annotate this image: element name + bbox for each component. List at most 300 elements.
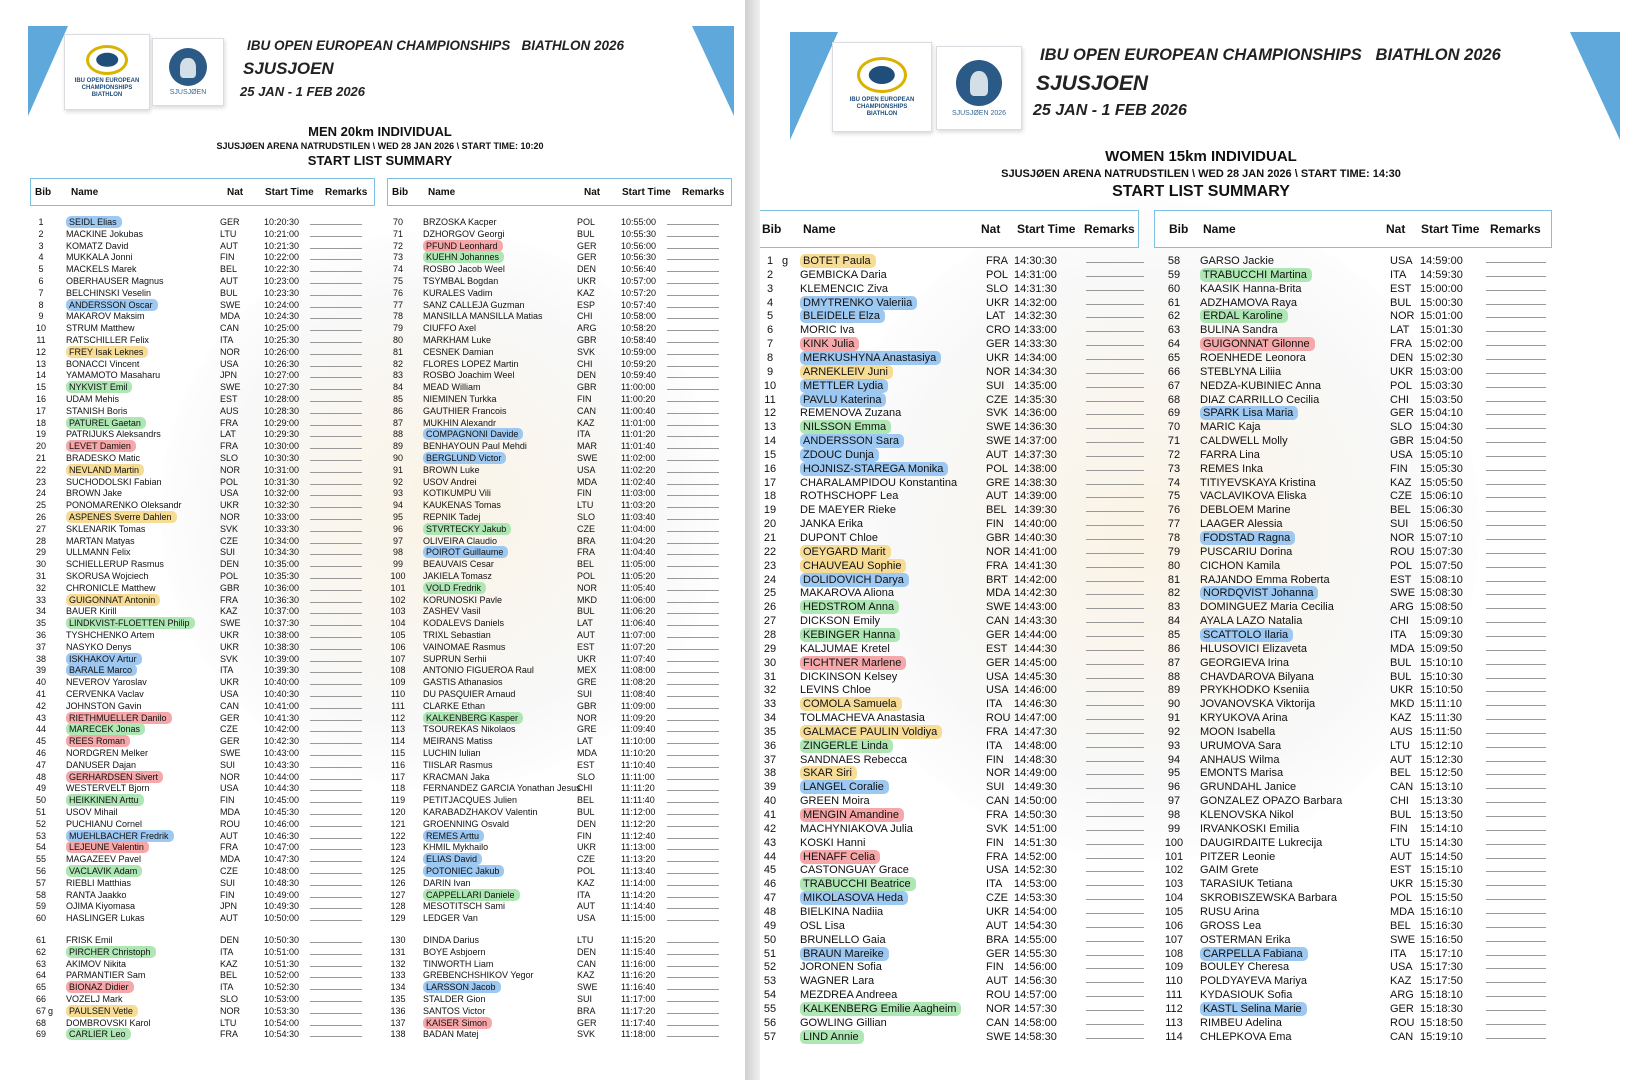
- nation: AUT: [220, 830, 238, 841]
- start-time: 11:17:00: [621, 994, 656, 1004]
- remarks-line: [310, 476, 362, 485]
- athlete-row: [30, 688, 375, 700]
- nation: GER: [986, 338, 1010, 351]
- nation: SUI: [220, 877, 236, 888]
- athlete-row: [760, 642, 1139, 656]
- athlete-name: FICHTNER Marlene: [800, 656, 906, 670]
- start-time: 11:04:00: [621, 523, 656, 534]
- athlete-row: [760, 919, 1139, 933]
- athlete-name: BRZOSKA Kacper: [423, 217, 497, 227]
- remarks-line: [1086, 836, 1144, 845]
- athlete-row: [387, 393, 732, 405]
- remarks-line: [310, 771, 362, 780]
- nation: NOR: [986, 1002, 1011, 1015]
- nation: USA: [986, 864, 1009, 877]
- bib: 54: [763, 989, 777, 1002]
- athlete-name: RANTA Jaakko: [66, 889, 127, 900]
- athlete-row: [1154, 628, 1552, 642]
- bib: 2: [38, 228, 44, 239]
- remarks-line: [1486, 254, 1546, 263]
- start-time: 10:41:00: [264, 700, 300, 711]
- start-time: 11:11:40: [621, 795, 655, 806]
- nation: ITA: [577, 889, 591, 900]
- remarks-line: [1486, 600, 1546, 609]
- remarks-line: [1486, 489, 1546, 498]
- start-time: 11:14:40: [621, 901, 656, 912]
- athlete-row: [760, 1002, 1139, 1016]
- start-time: 15:08:30: [1420, 587, 1463, 600]
- athlete-name: PFUND Leonhard: [423, 240, 503, 252]
- athlete-row: [30, 794, 375, 806]
- start-time: 10:21:00: [264, 228, 300, 239]
- start-time: 10:30:00: [264, 441, 300, 452]
- start-time: 10:39:00: [264, 653, 300, 664]
- athlete-row: [387, 877, 732, 889]
- remarks-line: [310, 912, 362, 921]
- athlete-name: JOVANOVSKA Viktorija: [1200, 698, 1316, 711]
- nation: BEL: [577, 559, 595, 570]
- nation: DEN: [1390, 351, 1414, 364]
- athlete-name: CAPPELLARI Daniele: [423, 889, 520, 901]
- athlete-name: GOWLING Gillian: [800, 1016, 887, 1029]
- nation: POL: [1390, 892, 1413, 905]
- start-time: 11:16:00: [621, 958, 656, 969]
- bib: 14: [35, 370, 46, 381]
- bib: 59: [35, 901, 46, 912]
- remarks-line: [1486, 282, 1546, 291]
- athlete-name: BARALE Marco: [66, 664, 137, 676]
- bib: 103: [390, 606, 406, 617]
- bib: 11: [36, 335, 46, 345]
- start-time: 15:04:10: [1420, 407, 1463, 420]
- bib: 45: [763, 864, 777, 877]
- nation: AUT: [986, 919, 1008, 932]
- athlete-name: LIND Annie: [800, 1030, 864, 1044]
- start-time: 10:33:00: [264, 512, 300, 522]
- remarks-line: [310, 1028, 362, 1037]
- remarks-line: [1086, 517, 1144, 526]
- athlete-name: DU PASQUIER Arnaud: [423, 689, 516, 699]
- athlete-name: SANDNAES Rebecca: [800, 753, 907, 766]
- bib: 56: [763, 1016, 777, 1029]
- nation: GER: [986, 656, 1010, 669]
- nation: CZE: [220, 724, 238, 735]
- start-time: 10:59:00: [621, 346, 657, 357]
- athlete-row: [1154, 282, 1552, 296]
- athlete-name: RIEBLI Matthias: [66, 877, 132, 888]
- start-time: 15:09:10: [1420, 615, 1463, 628]
- bib: 31: [763, 670, 777, 683]
- remarks-line: [1486, 268, 1546, 277]
- remarks-line: [310, 946, 362, 955]
- start-time: 15:10:30: [1420, 670, 1463, 683]
- col-bib: Bib: [392, 186, 409, 198]
- athlete-row: [760, 794, 1139, 808]
- summary-title: START LIST SUMMARY: [1112, 183, 1290, 200]
- athlete-row: [760, 877, 1139, 891]
- bib: 9: [766, 365, 774, 378]
- remarks-line: [667, 676, 719, 685]
- remarks-line: [1086, 351, 1144, 360]
- bib: 43: [35, 712, 46, 723]
- athlete-row: [760, 614, 1139, 628]
- remarks-line: [667, 476, 719, 485]
- bib: 23: [35, 476, 46, 487]
- remarks-line: [1086, 891, 1144, 900]
- bib: 17: [763, 476, 777, 489]
- bib: 53: [35, 830, 46, 841]
- bib: 12: [35, 346, 46, 357]
- nation: GER: [220, 736, 240, 747]
- athlete-row: [760, 420, 1139, 434]
- athlete-name: PATRIJUKS Aleksandrs: [66, 429, 161, 440]
- athlete-name: KARABADZHAKOV Valentin: [423, 807, 538, 817]
- remarks-line: [667, 558, 719, 567]
- athlete-row: [760, 282, 1139, 296]
- nation: GER: [986, 628, 1010, 641]
- bib: 72: [392, 240, 403, 251]
- bib: 21: [763, 532, 777, 544]
- remarks-line: [310, 570, 362, 579]
- athlete-row: [30, 594, 375, 606]
- athlete-row: [760, 365, 1139, 379]
- nation: ROU: [986, 712, 1011, 725]
- athlete-name: BULINA Sandra: [1200, 324, 1278, 337]
- remarks-line: [310, 417, 362, 426]
- athlete-name: BRADESKO Matic: [66, 453, 141, 463]
- start-time: 15:15:10: [1420, 864, 1463, 877]
- bib: 87: [392, 417, 403, 428]
- athlete-row: [1154, 642, 1552, 656]
- athlete-row: [30, 417, 375, 429]
- men-start-list-page: [0, 0, 745, 1080]
- remarks-line: [1086, 379, 1144, 388]
- start-time: 15:07:10: [1420, 532, 1463, 544]
- nation: ITA: [986, 878, 1003, 891]
- athlete-name: GROENNING Osvald: [423, 818, 510, 829]
- start-time: 15:05:30: [1420, 462, 1463, 475]
- athlete-name: BIONAZ Didier: [66, 981, 134, 993]
- nation: FRA: [220, 594, 238, 605]
- col-bib: Bib: [762, 222, 782, 236]
- athlete-name: KALKENBERG Emilie Aagheim: [800, 1002, 961, 1016]
- bib: 109: [390, 677, 406, 688]
- athlete-name: BRAUN Mareike: [800, 947, 889, 961]
- nation: AUT: [220, 240, 238, 251]
- bib: 119: [390, 795, 406, 806]
- start-time: 10:29:00: [264, 417, 300, 428]
- athlete-row: [30, 487, 375, 499]
- start-list-left: [30, 216, 375, 1076]
- start-time: 14:48:30: [1014, 753, 1057, 766]
- athlete-row: [387, 629, 732, 641]
- start-time: 14:56:30: [1014, 975, 1057, 988]
- start-time: 14:46:00: [1014, 684, 1057, 697]
- bib: 107: [1164, 933, 1184, 946]
- athlete-name: DANUSER Dajan: [66, 759, 137, 770]
- start-time: 15:05:50: [1420, 476, 1463, 489]
- nation: DEN: [577, 370, 597, 381]
- athlete-row: [387, 605, 732, 617]
- nation: BEL: [220, 970, 238, 981]
- nation: GER: [986, 947, 1010, 960]
- nation: ITA: [1390, 268, 1407, 281]
- bib: 27: [763, 615, 777, 628]
- bib: 99: [1167, 822, 1181, 835]
- nation: GBR: [1390, 435, 1414, 448]
- remarks-line: [310, 464, 362, 473]
- athlete-row: [30, 275, 375, 287]
- athlete-name: BAUER Kirill: [66, 606, 117, 617]
- athlete-row: [30, 605, 375, 617]
- athlete-name: RUSU Arina: [1200, 905, 1260, 918]
- remarks-line: [310, 228, 362, 237]
- athlete-row: [1154, 365, 1552, 379]
- remarks-line: [667, 287, 719, 296]
- athlete-name: KAISER Simon: [423, 1017, 492, 1029]
- bib: 52: [763, 961, 777, 974]
- nation: USA: [220, 783, 239, 794]
- nation: POL: [577, 217, 596, 227]
- athlete-row: [30, 969, 375, 981]
- start-time: 10:39:30: [264, 665, 300, 676]
- nation: CZE: [220, 866, 238, 876]
- venue-title: SJUSJOEN: [1036, 72, 1149, 95]
- nation: CAN: [986, 615, 1010, 628]
- bib: 21: [35, 453, 46, 463]
- bib: 15: [763, 448, 777, 461]
- athlete-name: CARLIER Leo: [66, 1028, 131, 1040]
- start-time: 10:56:40: [621, 264, 657, 275]
- athlete-name: NYKVIST Emil: [66, 381, 132, 393]
- bib: 123: [390, 842, 406, 853]
- remarks-line: [1486, 586, 1546, 595]
- start-time: 15:14:30: [1420, 836, 1463, 849]
- start-time: 14:58:00: [1014, 1016, 1057, 1029]
- bib: 32: [35, 582, 46, 593]
- athlete-row: [387, 511, 732, 523]
- remarks-line: [667, 877, 719, 886]
- nation: SLO: [220, 453, 239, 463]
- col-start-time: Start Time: [1017, 222, 1076, 236]
- athlete-name: BOTET Paula: [800, 254, 876, 268]
- remarks-line: [310, 735, 362, 744]
- start-time: 10:35:30: [264, 571, 300, 581]
- start-time: 14:51:30: [1014, 836, 1057, 849]
- sjusjoen-logo: [152, 38, 224, 106]
- athlete-name: REES Roman: [66, 735, 130, 747]
- athlete-row: [1154, 448, 1552, 462]
- start-time: 15:08:50: [1420, 601, 1463, 614]
- start-time: 10:56:00: [621, 240, 657, 251]
- nation: FRA: [220, 842, 238, 853]
- bib: 138: [390, 1029, 406, 1040]
- athlete-name: MENGIN Amandine: [800, 808, 904, 822]
- athlete-row: [387, 912, 732, 924]
- start-time: 15:12:10: [1420, 739, 1463, 752]
- start-time: 11:12:40: [621, 830, 656, 841]
- athlete-name: FARRA Lina: [1200, 448, 1260, 461]
- athlete-name: KOTIKUMPU Vili: [423, 488, 491, 499]
- bib: 102: [1164, 864, 1184, 877]
- bib: 39: [763, 781, 777, 794]
- remarks-line: [1086, 614, 1144, 623]
- bib: 97: [392, 535, 403, 546]
- athlete-row: [1154, 822, 1552, 836]
- remarks-line: [1086, 974, 1144, 983]
- bib: 74: [1167, 476, 1181, 489]
- remarks-line: [1486, 296, 1546, 305]
- athlete-name: KODALEVS Daniels: [423, 618, 505, 629]
- start-time: 10:28:00: [264, 394, 300, 404]
- nation: MDA: [1390, 905, 1415, 918]
- bib: 60: [1167, 282, 1181, 295]
- nation: SWE: [986, 421, 1012, 434]
- athlete-row: [1154, 406, 1552, 420]
- athlete-row: [387, 853, 732, 865]
- remarks-line: [667, 900, 719, 909]
- start-time: 15:00:00: [1420, 282, 1463, 295]
- bib: 100: [390, 571, 406, 581]
- athlete-name: PUSCARIU Dorina: [1200, 545, 1293, 558]
- start-time: 15:03:00: [1420, 365, 1463, 378]
- bib: 40: [763, 795, 777, 808]
- remarks-line: [310, 889, 362, 898]
- bib: 63: [35, 958, 46, 969]
- bib: 77: [1167, 518, 1181, 531]
- bib: 27: [35, 523, 46, 534]
- athlete-row: [760, 517, 1139, 531]
- athlete-row: [387, 641, 732, 653]
- athlete-name: SEIDL Elias: [66, 216, 122, 228]
- athlete-name: OSTERMAN Erika: [1200, 933, 1291, 946]
- athlete-row: [30, 700, 375, 712]
- start-time: 14:43:00: [1014, 601, 1057, 614]
- athlete-row: [760, 268, 1139, 282]
- athlete-name: TRABUCCHI Beatrice: [800, 877, 916, 891]
- bib: 133: [390, 970, 406, 981]
- start-time: 10:48:30: [264, 877, 300, 888]
- nation: USA: [220, 488, 239, 499]
- col-name: Name: [803, 222, 836, 236]
- nation: UKR: [220, 641, 240, 652]
- athlete-row: [30, 558, 375, 570]
- athlete-name: ERDAL Karoline: [1200, 309, 1288, 323]
- nation: ITA: [1390, 628, 1407, 641]
- athlete-row: [30, 877, 375, 889]
- banner-accent-right: [1570, 32, 1620, 140]
- athlete-row: [1154, 919, 1552, 933]
- start-time: 14:37:00: [1014, 435, 1057, 448]
- remarks-line: [667, 853, 719, 862]
- athlete-row: [387, 240, 732, 252]
- remarks-line: [310, 216, 362, 225]
- athlete-row: [387, 617, 732, 629]
- athlete-name: IRVANKOSKI Emilia: [1200, 822, 1300, 835]
- start-time: 10:40:00: [264, 677, 300, 688]
- nation: USA: [986, 670, 1009, 683]
- athlete-row: [1154, 296, 1552, 310]
- bib: 112: [1165, 1002, 1183, 1015]
- athlete-name: NASYKO Denys: [66, 641, 132, 652]
- start-time: 11:05:40: [621, 582, 656, 593]
- start-time: 14:42:30: [1014, 587, 1057, 600]
- nation: MDA: [577, 748, 597, 758]
- start-time: 10:34:30: [264, 547, 300, 558]
- bib: 37: [763, 753, 777, 766]
- nation: CZE: [577, 523, 595, 534]
- start-time: 10:52:30: [264, 982, 300, 993]
- athlete-name: DMYTRENKO Valeriia: [800, 296, 917, 310]
- remarks-line: [310, 865, 362, 874]
- nation: GBR: [577, 335, 597, 345]
- athlete-row: [1154, 683, 1552, 697]
- athlete-row: [30, 889, 375, 901]
- athlete-name: MAKAROVA Aliona: [800, 587, 894, 600]
- start-time: 10:30:30: [264, 453, 300, 463]
- athlete-row: [760, 254, 1139, 268]
- remarks-line: [667, 322, 719, 331]
- nation: SWE: [1390, 933, 1416, 946]
- remarks-line: [1486, 406, 1546, 415]
- nation: DEN: [577, 264, 597, 275]
- event-banner: [28, 26, 734, 116]
- athlete-name: CALDWELL Molly: [1200, 435, 1288, 448]
- bib: 101: [1164, 850, 1184, 863]
- athlete-name: CIUFFO Axel: [423, 323, 477, 334]
- nation: FIN: [220, 252, 235, 263]
- start-time: 10:57:40: [621, 299, 657, 310]
- nation: MDA: [577, 476, 597, 487]
- start-time: 10:36:00: [264, 582, 300, 593]
- start-time: 11:17:40: [621, 1017, 656, 1028]
- bib: 28: [763, 628, 777, 641]
- athlete-row: [760, 836, 1139, 850]
- remarks-line: [667, 747, 719, 756]
- athlete-name: OLIVEIRA Claudio: [423, 535, 498, 546]
- nation: ITA: [220, 335, 234, 345]
- race-details: SJUSJØEN ARENA NATRUDSTILEN \ WED 28 JAN 2026 \ START TIME: 14:30: [1001, 168, 1401, 180]
- athlete-name: PARMANTIER Sam: [66, 970, 146, 981]
- bib: 11: [764, 393, 776, 406]
- remarks-line: [1486, 573, 1546, 582]
- banner-accent-left: [28, 26, 68, 116]
- nation: AUS: [220, 405, 239, 416]
- start-time: 15:04:50: [1420, 435, 1463, 448]
- remarks-line: [1086, 739, 1144, 748]
- col-remarks: Remarks: [1490, 222, 1541, 236]
- athlete-row: [387, 228, 732, 240]
- athlete-row: [30, 934, 375, 946]
- athlete-row: [387, 841, 732, 853]
- athlete-row: [760, 974, 1139, 988]
- remarks-line: [667, 818, 719, 827]
- nation: NOR: [220, 346, 240, 357]
- remarks-line: [1086, 697, 1144, 706]
- remarks-line: [310, 969, 362, 978]
- start-time: 11:05:00: [621, 559, 656, 570]
- nation: LAT: [577, 736, 593, 747]
- athlete-name: TINWORTH Liam: [423, 958, 494, 969]
- remarks-line: [310, 558, 362, 567]
- athlete-row: [30, 523, 375, 535]
- start-time: 14:37:30: [1014, 448, 1057, 461]
- start-time: 11:00:40: [621, 405, 656, 416]
- start-time: 14:31:00: [1014, 268, 1057, 281]
- remarks-line: [667, 1028, 719, 1037]
- athlete-row: [1154, 323, 1552, 337]
- bib: 24: [763, 573, 777, 586]
